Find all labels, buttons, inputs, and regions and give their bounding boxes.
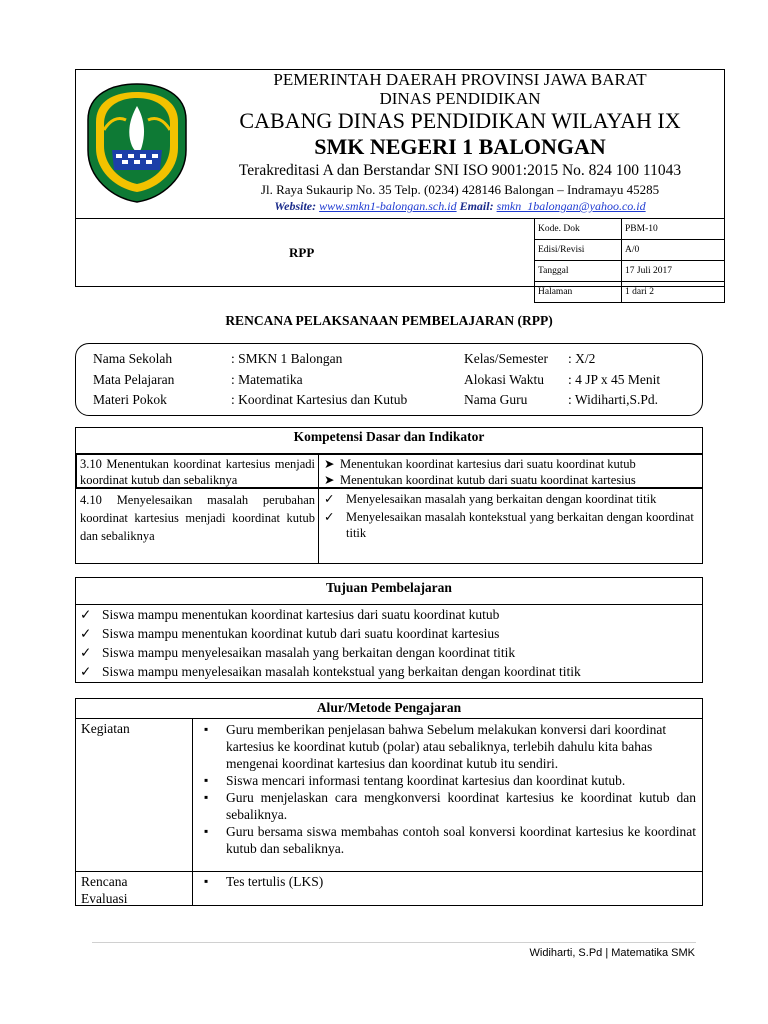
identity-value: : Widiharti,S.Pd. bbox=[568, 392, 658, 407]
kegiatan-label: Kegiatan bbox=[81, 721, 130, 736]
doc-info-row bbox=[535, 240, 725, 261]
doc-info-label: Halaman bbox=[535, 282, 622, 303]
kd-row2-item: ✓ Menyelesaikan masalah yang berkaitan dengan koordinat titik bbox=[324, 492, 657, 506]
doc-info-value: A/0 bbox=[622, 240, 725, 261]
doc-info-row bbox=[535, 261, 725, 282]
doc-info-label: Tanggal bbox=[535, 261, 622, 282]
identity-label: Kelas/Semester bbox=[464, 351, 548, 366]
school-name: SMK NEGERI 1 BALONGAN bbox=[314, 134, 606, 159]
doc-info-value: 1 dari 2 bbox=[622, 282, 725, 303]
evaluasi-label: Evaluasi bbox=[81, 891, 128, 906]
tujuan-item: ✓ Siswa mampu menentukan koordinat kartesius dari suatu koordinat kutub bbox=[80, 607, 500, 622]
doc-info-label: Kode. Dok bbox=[535, 219, 622, 240]
kd-row2-left: 4.10 Menyelesaikan masalah perubahan koordinat kartesius menjadi koordinat kutub dan sebaliknya bbox=[80, 493, 315, 543]
tujuan-item: ✓ Siswa mampu menyelesaikan masalah kontekstual yang berkaitan dengan koordinat titik bbox=[80, 664, 581, 679]
website-label: Website: bbox=[274, 199, 317, 213]
kd-title: Kompetensi Dasar dan Indikator bbox=[293, 429, 485, 444]
doc-info-row bbox=[535, 282, 725, 303]
website-link[interactable]: www.smkn1-balongan.sch.id bbox=[319, 199, 457, 213]
footer-divider bbox=[92, 942, 696, 943]
kd-row2-item: ✓ Menyelesaikan masalah kontekstual yang berkaitan dengan koordinat titik bbox=[324, 510, 694, 540]
identity-label: Nama Guru bbox=[464, 392, 528, 407]
check-icon: ✓ bbox=[80, 607, 92, 622]
footer-text: Widiharti, S.Pd | Matematika SMK bbox=[529, 947, 695, 959]
kegiatan-item: ▪ Siswa mencari informasi tentang koordinat kartesius dan koordinat kutub. bbox=[196, 772, 696, 789]
address: Jl. Raya Sukaurip No. 35 Telp. (0234) 428146 Balongan – Indramayu 45285 bbox=[260, 182, 660, 197]
kd-row1-left: 3.10 Menentukan koordinat kartesius menjadi koordinat kutub dan sebaliknya bbox=[80, 457, 315, 487]
doc-info-value: PBM-10 bbox=[622, 219, 725, 240]
header-line1: PEMERINTAH DAERAH PROVINSI JAWA BARAT bbox=[273, 70, 647, 89]
page-title: RENCANA PELAKSANAAN PEMBELAJARAN (RPP) bbox=[225, 313, 553, 328]
header-line2: DINAS PENDIDIKAN bbox=[379, 89, 541, 108]
identity-label: Alokasi Waktu bbox=[464, 372, 545, 387]
kd-row1-item: ➤ Menentukan koordinat kutub dari suatu koordinat kartesius bbox=[324, 473, 636, 487]
tujuan-title: Tujuan Pembelajaran bbox=[326, 580, 452, 595]
doc-info-row bbox=[535, 219, 725, 240]
check-icon: ✓ bbox=[80, 645, 92, 660]
identity-value: : Matematika bbox=[231, 372, 303, 387]
kegiatan-list bbox=[196, 721, 696, 857]
email-label: Email: bbox=[459, 199, 494, 213]
doc-info-value: 17 Juli 2017 bbox=[622, 261, 725, 282]
kegiatan-item: ▪ Guru memberikan penjelasan bahwa Sebelum melakukan konversi dari koordinat kartesius ke koordinat kutub (polar) atau sebaliknya, terlebih dahulu kita bahas mengenai koordinat kartesius dan koordinat kutub itu sendiri. bbox=[196, 721, 696, 772]
doc-type: RPP bbox=[289, 245, 315, 260]
arrow-bullet-icon: ➤ bbox=[324, 473, 335, 487]
arrow-bullet-icon: ➤ bbox=[324, 457, 335, 471]
doc-info-label: Edisi/Revisi bbox=[535, 240, 622, 261]
kd-row1-item: ➤ Menentukan koordinat kartesius dari suatu koordinat kutub bbox=[324, 457, 636, 471]
tujuan-item: ✓ Siswa mampu menentukan koordinat kutub dari suatu koordinat kartesius bbox=[80, 626, 500, 641]
check-icon: ✓ bbox=[324, 492, 335, 506]
header-line3: CABANG DINAS PENDIDIKAN WILAYAH IX bbox=[239, 108, 681, 133]
identity-value: : X/2 bbox=[568, 351, 596, 366]
alur-title: Alur/Metode Pengajaran bbox=[316, 700, 462, 715]
identity-label: Nama Sekolah bbox=[93, 351, 173, 366]
school-logo bbox=[82, 80, 192, 206]
check-icon: ✓ bbox=[80, 626, 92, 641]
doc-info-table bbox=[534, 218, 725, 303]
check-icon: ✓ bbox=[324, 510, 335, 524]
evaluasi-list bbox=[196, 873, 696, 890]
contact-line bbox=[195, 199, 725, 213]
identity-label: Materi Pokok bbox=[93, 392, 167, 407]
tujuan-item: ✓ Siswa mampu menyelesaikan masalah yang berkaitan dengan koordinat titik bbox=[80, 645, 516, 660]
kegiatan-item: ▪ Guru bersama siswa membahas contoh soal konversi koordinat kartesius ke koordinat kutub dan sebaliknya. bbox=[196, 823, 696, 857]
check-icon: ✓ bbox=[80, 664, 92, 679]
evaluasi-item: ▪ Tes tertulis (LKS) bbox=[196, 873, 696, 890]
identity-label: Mata Pelajaran bbox=[93, 372, 175, 387]
identity-value: : SMKN 1 Balongan bbox=[231, 351, 343, 366]
email-link[interactable]: smkn_1balongan@yahoo.co.id bbox=[496, 199, 646, 213]
identity-value: : 4 JP x 45 Menit bbox=[568, 372, 661, 387]
accreditation: Terakreditasi A dan Berstandar SNI ISO 9001:2015 No. 824 100 11043 bbox=[238, 162, 682, 179]
evaluasi-label: Rencana bbox=[81, 874, 128, 889]
identity-value: : Koordinat Kartesius dan Kutub bbox=[231, 392, 408, 407]
provincial-emblem-icon bbox=[82, 80, 192, 206]
kegiatan-item: ▪ Guru menjelaskan cara mengkonversi koordinat kartesius ke koordinat kutub dan sebaliknya. bbox=[196, 789, 696, 823]
